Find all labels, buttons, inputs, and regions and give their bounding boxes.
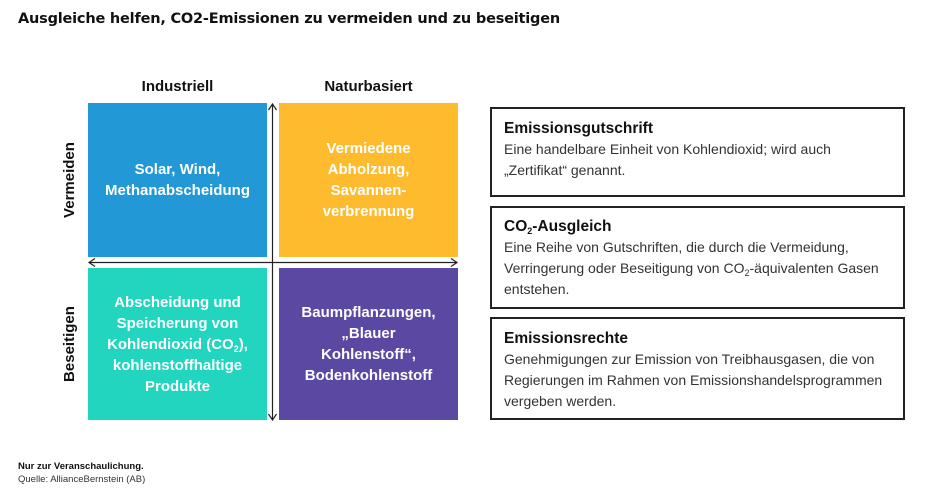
quadrant-text: Abscheidung und: [114, 293, 241, 311]
quadrant-text: Produkte: [144, 377, 210, 395]
quadrant-text: Speicherung von: [116, 314, 239, 332]
definition-text: Genehmigungen zur Emission von Treibhausgasen, die von Regierungen im Rahmen von Emissionshandelsprogrammen vergeben werden.: [504, 351, 883, 409]
row-header-vermeiden: Vermeiden: [61, 142, 78, 218]
footer-note: Nur zur Veranschaulichung.: [18, 461, 144, 472]
subscript: 2: [527, 226, 533, 236]
footer-source: Quelle: AllianceBernstein (AB): [18, 474, 146, 485]
definition-emissionsgutschrift: [490, 107, 905, 197]
column-header-naturbasiert: Naturbasiert: [324, 78, 413, 95]
quadrant-text: „Blauer: [341, 325, 396, 342]
column-header-industriell: Industriell: [141, 78, 214, 95]
subscript: 2: [744, 268, 750, 278]
quadrant-text: Kohlenstoff“,: [320, 346, 416, 363]
definition-heading: Emissionsrechte: [504, 330, 629, 347]
quadrant-text: Solar, Wind,: [134, 161, 221, 178]
quadrant-text: kohlenstoffhaltige: [112, 356, 243, 374]
definition-text: Eine handelbare Einheit von Kohlendioxid; wird auch „Zertifikat“ genannt.: [504, 141, 831, 178]
heading-part: -Ausgleich: [532, 218, 612, 235]
definition-heading: [504, 217, 891, 237]
quadrant-text: Vermiedene: [326, 140, 411, 157]
heading-part: CO: [504, 218, 528, 235]
quadrant-text: Bodenkohlenstoff: [304, 367, 433, 384]
definition-heading: Emissionsgutschrift: [504, 120, 653, 137]
quadrant-text: Savannen-: [330, 182, 407, 199]
definition-emissionsrechte: [490, 317, 905, 420]
definition-text: [504, 237, 891, 300]
text-part: -äquivalenten Gasen entstehen.: [504, 260, 879, 297]
page-title: Ausgleiche helfen, CO2-Emissionen zu vermeiden und zu beseitigen: [18, 11, 560, 27]
subscript: 2: [233, 343, 239, 354]
text-part: Eine Reihe von Gutschriften, die durch die Vermeidung, Verringerung oder Beseitigung von CO: [504, 239, 849, 276]
quadrant-text: ),: [238, 335, 248, 353]
quadrant-text: Baumpflanzungen,: [301, 304, 436, 321]
quadrant-text: Kohlendioxid (CO: [107, 335, 234, 353]
quadrant-text: Abholzung,: [327, 161, 410, 178]
quadrant-text: Methanabscheidung: [104, 182, 250, 199]
quadrant-text: verbrennung: [322, 203, 415, 220]
row-header-beseitigen: Beseitigen: [61, 306, 78, 382]
definition-co2-ausgleich: [490, 206, 905, 309]
